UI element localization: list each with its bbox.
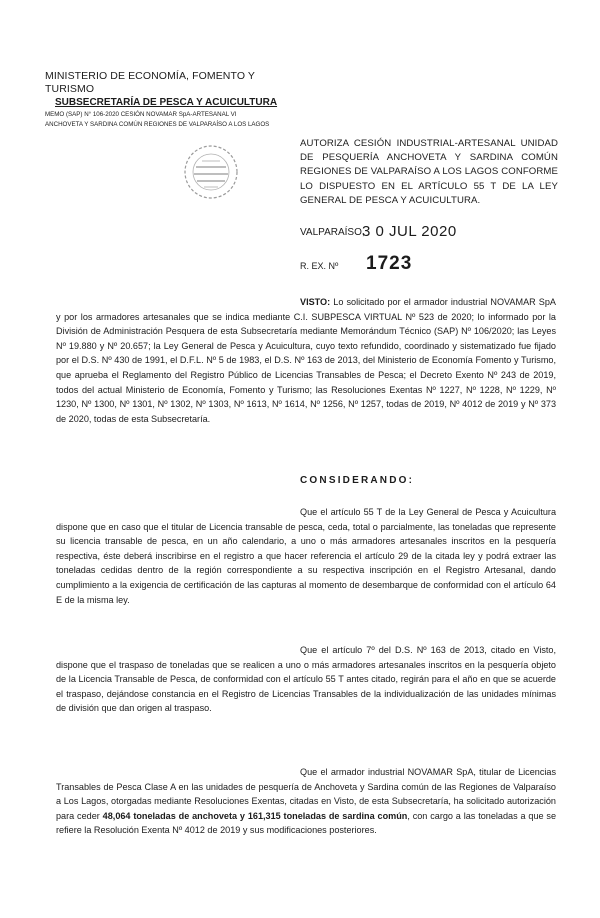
ministry-name: MINISTERIO DE ECONOMÍA, FOMENTO Y TURISMO [45,70,255,95]
c3-text-a: Que el armador industrial NOVAMAR SpA, titular de Licencias Transables de Pesca Clase A en las unidades de pesquería de Anchoveta y Sardina común de las Regiones de Valparaíso a Los Lagos, otorgadas mediante Resoluciones Exentas, citadas en Visto, de esta Subsecretaría, ha solicitado autorización para ceder [56,767,556,821]
memo-reference-line-2: ANCHOVETA Y SARDINA COMÚN REGIONES DE VALPARAÍSO A LOS LAGOS [45,121,270,128]
c3-text-b: , con cargo a las toneladas a que se refiere la Resolución Exenta Nº 4012 de 2019 y sus modificaciones posteriores. [56,810,557,836]
memo-reference-line-1: MEMO (SAP) N° 106-2020 CESIÓN NOVAMAR SpA-ARTESANAL VI [45,111,237,118]
considerando-paragraph-3 [56,765,556,838]
visto-text: Lo solicitado por el armador industrial NOVAMAR SpA y por los armadores artesanales que se indica mediante C.I. SUBPESCA VIRTUAL Nº 523 de 2020; lo informado por la División de Administración Pesquera de esta Subsecretaría mediante Memorándum Técnico (SAP) Nº 106/2020; las Leyes Nº 19.880 y Nº 20.657; la Ley General de Pesca y Acuicultura, cuyo texto refundido, coordinado y sistematizado fue fijado por el D.S. Nº 430 de 1991, el D.F.L. Nº 5 de 1983, el D.S. Nº 163 de 2013, del Ministerio de Economía Fomento y Turismo, que aprueba el Reglamento del Registro Público de Licencias Transables de Pesca; el Decreto Exento Nº 243 de 2019, todos del actual Ministerio de Economía, Fomento y Turismo; las Resoluciones Exentas Nº 1227, Nº 1228, Nº 1229, Nº 1230, Nº 1300, Nº 1301, Nº 1302, Nº 1303, Nº 1613, Nº 1614, Nº 1256, Nº 1257, todas de 2019, Nº 4012 de 2019 y Nº 373 de 2020, todas de esta Subsecretaría. [56,297,556,424]
resolution-number-line [300,253,413,274]
visto-paragraph [56,295,556,426]
c3-tonnage-bold: 48,064 toneladas de anchoveta y 161,315 toneladas de sardina común [102,810,408,821]
place-and-date [300,223,457,240]
resex-number: 1723 [366,253,413,274]
date-stamp: 3 0 JUL 2020 [362,223,457,240]
resex-label: R. EX. Nº [300,261,339,271]
considerando-heading: CONSIDERANDO: [300,475,415,486]
visto-label: VISTO: [300,297,331,307]
letterhead [45,70,295,129]
official-stamp [182,143,240,201]
resolution-subject: AUTORIZA CESIÓN INDUSTRIAL-ARTESANAL UNIDAD DE PESQUERÍA ANCHOVETA Y SARDINA COMÚN REGIONES DE VALPARAÍSO A LOS LAGOS CONFORME LO DISPUESTO EN EL ARTÍCULO 55 T DE LA LEY GENERAL DE PESCA Y ACUICULTURA. [300,138,558,206]
subsecretaria-name: SUBSECRETARÍA DE PESCA Y ACUICULTURA [55,97,278,108]
considerando-paragraph-1: Que el artículo 55 T de la Ley General de Pesca y Acuicultura dispone que en caso que el titular de Licencia transable de pesca, ceda, total o parcialmente, las toneladas que represente su licencia transable de pesca, en un año calendario, a uno o más armadores artesanales inscritos en la pesquería respectiva, éste deberá inscribirse en el registro a que hacer referencia el artículo 29 de la citada ley y podrá extraer las toneladas cedidas dentro de la región correspondiente a su respectiva inscripción en el Registro Artesanal, dando cumplimiento a la exigencia de certificación de las capturas al momento de desembarque de conformidad con el artículo 64 E de la misma ley. [56,507,556,605]
considerando-paragraph-2: Que el artículo 7º del D.S. Nº 163 de 2013, citado en Visto, dispone que el traspaso de toneladas que se realicen a uno o más armadores artesanales inscritos en la pesquería objeto de la Licencia Transable de Pesca, de conformidad con el artículo 55 T antes citado, regirán para el año en que se acuerde el traspaso, dejándose constancia en el Registro de Licencias Transables de la individualización de las unidades mínimas de división que dan origen al traspaso. [56,645,556,714]
place-label: VALPARAÍSO, [300,227,365,238]
